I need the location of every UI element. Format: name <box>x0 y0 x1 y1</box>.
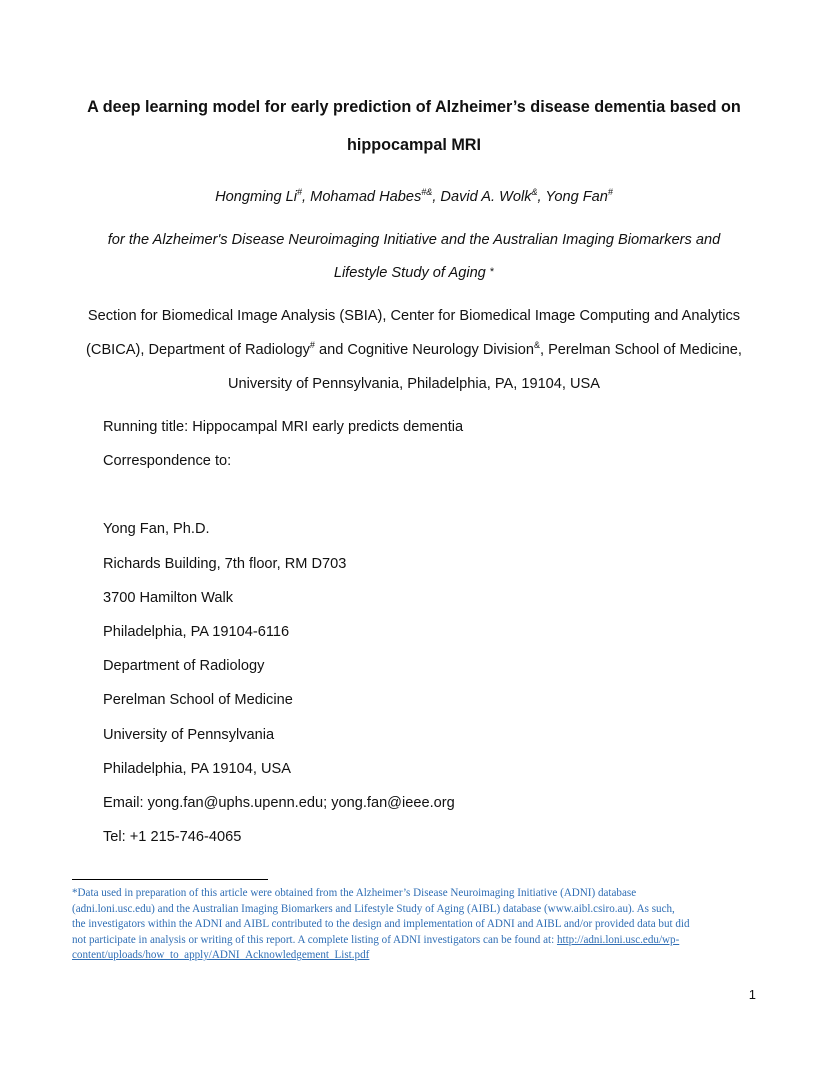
author-name: David A. Wolk <box>440 189 532 205</box>
author-affiliation-mark: #& <box>421 187 433 198</box>
footnote-line: (adni.loni.usc.edu) and the Australian Imaging Biomarkers and Lifestyle Study of Aging (AIBL) database (www.aibl.csiro.au). As such, <box>72 902 675 915</box>
consortium-line-2 <box>0 265 828 281</box>
author-name: Yong Fan <box>545 189 608 205</box>
author-separator: , <box>537 189 546 205</box>
author-affiliation-mark: # <box>297 187 303 198</box>
paper-title-line-2: hippocampal MRI <box>346 136 481 154</box>
affiliation-line-2 <box>0 342 828 358</box>
footnote-marker: * <box>489 266 495 278</box>
author-name: Hongming Li <box>215 189 298 205</box>
author-separator: , <box>432 189 441 205</box>
contact-street: 3700 Hamilton Walk <box>103 590 234 606</box>
author-name: Mohamad Habes <box>310 189 422 205</box>
affiliation-line-1: Section for Biomedical Image Analysis (SBIA), Center for Biomedical Image Computing and Analytics <box>87 308 741 324</box>
contact-email: Email: yong.fan@uphs.upenn.edu; yong.fan@ieee.org <box>103 795 455 811</box>
contact-city: Philadelphia, PA 19104, USA <box>103 761 291 777</box>
author-separator: , <box>302 189 311 205</box>
adni-acknowledgement-link[interactable]: http://adni.loni.usc.edu/wp- <box>556 933 680 946</box>
consortium-name: Lifestyle Study of Aging <box>333 265 486 281</box>
contact-building: Richards Building, 7th floor, RM D703 <box>103 556 347 572</box>
footnote <box>72 886 762 964</box>
affiliation-text: , Perelman School of Medicine, <box>539 342 742 358</box>
footnote-line: *Data used in preparation of this article were obtained from the Alzheimer’s Disease Neuroimaging Initiative (ADNI) database <box>72 887 637 899</box>
author-affiliation-mark: & <box>531 187 538 198</box>
footnote-divider <box>72 879 268 880</box>
footnote-line: the investigators within the ADNI and AIBL contributed to the design and implementation of ADNI and AIBL and/or provided data but did <box>72 918 690 931</box>
footnote-text: not participate in analysis or writing of this report. A complete listing of ADNI investigators can be found at: <box>72 933 557 946</box>
contact-phone: Tel: +1 215-746-4065 <box>103 829 242 845</box>
affiliation-mark: # <box>309 340 315 351</box>
paper-title-line-1: A deep learning model for early prediction of Alzheimer’s disease dementia based on <box>87 98 741 116</box>
contact-department: Department of Radiology <box>103 658 265 674</box>
contact-university: University of Pennsylvania <box>103 727 275 743</box>
affiliation-text: (CBICA), Department of Radiology <box>86 342 310 358</box>
page-number: 1 <box>748 987 756 1002</box>
footnote-line <box>72 948 762 964</box>
affiliation-line-3: University of Pennsylvania, Philadelphia, PA, 19104, USA <box>227 376 601 392</box>
footnote-line <box>72 933 762 949</box>
affiliation-text: and Cognitive Neurology Division <box>314 342 534 358</box>
affiliation-mark: & <box>533 340 540 351</box>
author-affiliation-mark: # <box>607 187 613 198</box>
author-list <box>0 189 828 205</box>
consortium-line-1: for the Alzheimer's Disease Neuroimaging Initiative and the Australian Imaging Biomarkers and <box>107 232 721 248</box>
running-title: Running title: Hippocampal MRI early predicts dementia <box>103 419 464 435</box>
correspondence-label: Correspondence to: <box>103 453 232 469</box>
adni-acknowledgement-link-continued[interactable]: content/uploads/how_to_apply/ADNI_Acknowledgement_List.pdf <box>72 949 370 962</box>
contact-name: Yong Fan, Ph.D. <box>103 521 210 537</box>
contact-city-zip: Philadelphia, PA 19104-6116 <box>103 624 290 640</box>
contact-school: Perelman School of Medicine <box>103 692 293 708</box>
